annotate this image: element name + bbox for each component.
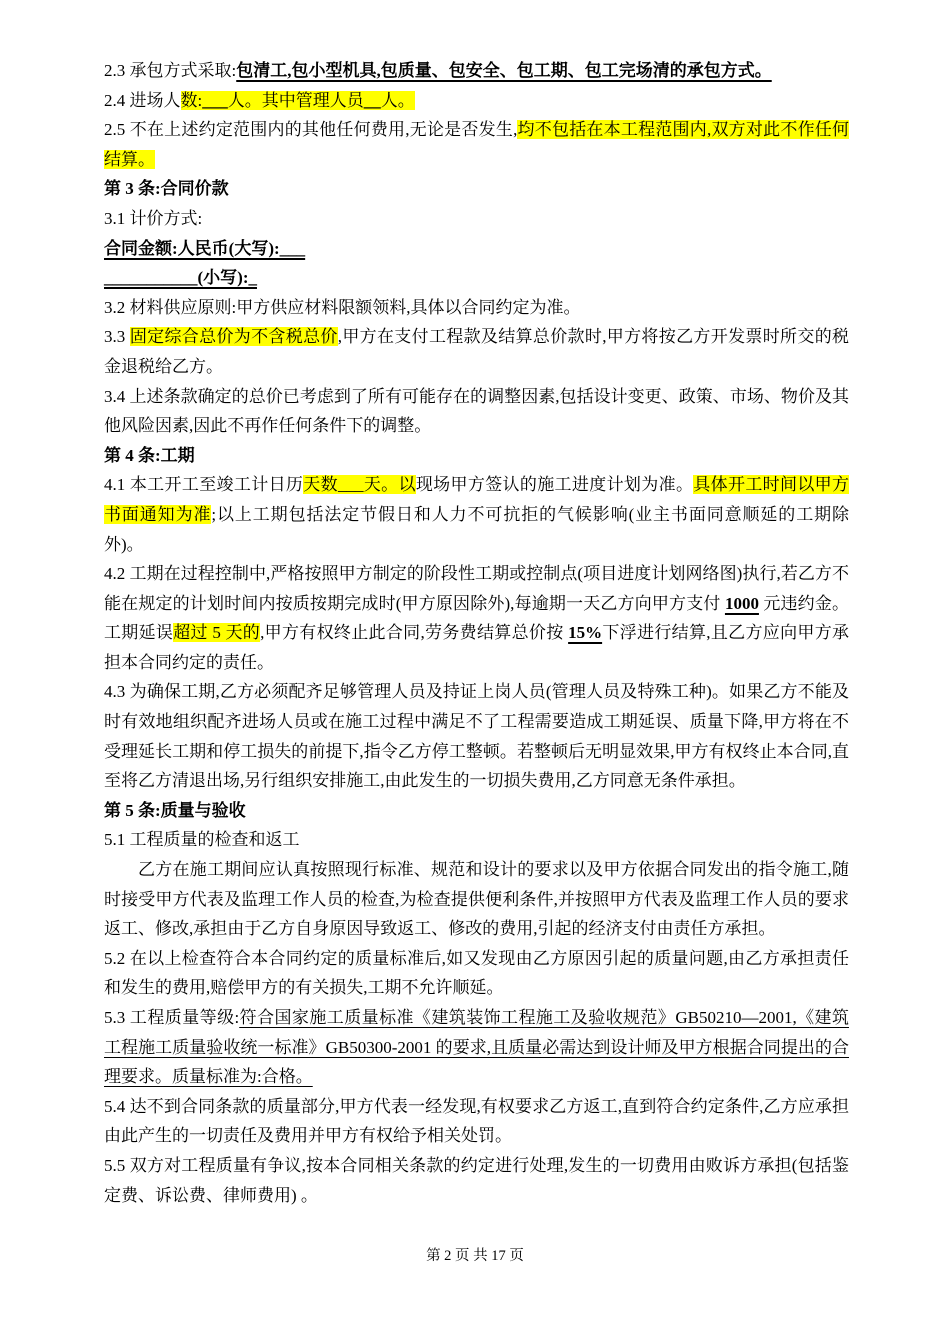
page-footer xyxy=(0,1244,950,1265)
text-segment-bold: 第 5 条:质量与验收 xyxy=(104,800,246,820)
clause-4-2 xyxy=(104,559,849,677)
clause-5-3 xyxy=(104,1003,849,1092)
text-segment-highlight: 具体开工时间以甲方书面通知为准 xyxy=(104,475,850,524)
text-segment-plain: 现场甲方签认的施工进度计划为准。 xyxy=(415,475,694,495)
text-segment-plain: ;以上工期包括法定节假日和人力不可抗拒的气候影响(业主书面同意顺延的工期除外)。 xyxy=(104,504,849,554)
text-segment-plain: 5.4 达不到合同条款的质量部分,甲方代表一经发现,有权要求乙方返工,直到符合约定条件,乙方应承担由此产生的一切责任及费用并甲方有权给予相关处罚。 xyxy=(104,1096,849,1146)
text-segment-highlight-bold: ___ xyxy=(202,90,228,110)
clause-3-2 xyxy=(104,293,849,323)
text-segment-highlight: 天数___天。以 xyxy=(303,475,416,495)
text-segment-highlight: 人。其中管理人员 xyxy=(227,90,364,110)
text-segment-plain: 下浮进行结算,且乙方应向甲方承担本合同约定的责任。 xyxy=(104,623,850,672)
text-segment-plain: 5.5 双方对工程质量有争议,按本合同相关条款的约定进行处理,发生的一切费用由败诉方承担(包括鉴定费、诉讼费、律师费用) 。 xyxy=(104,1155,849,1205)
text-segment-plain: 5.2 在以上检查符合本合同约定的质量标准后,如又发现由乙方原因引起的质量问题,由乙方承担责任和发生的费用,赔偿甲方的有关损失,工期不允许顺延。 xyxy=(104,948,849,998)
clause-4-3 xyxy=(104,677,849,795)
text-segment-plain: 3.3 xyxy=(104,327,130,347)
text-segment-highlight: 数: xyxy=(180,90,203,110)
text-segment-bold-underline: 1000 xyxy=(724,593,759,613)
text-segment-bold-underline: ___________(小写):_ xyxy=(104,268,257,288)
contract-amount-small xyxy=(104,263,849,293)
text-segment-plain: 元违约金。工期延误 xyxy=(104,593,849,643)
text-segment-highlight: 超过 5 天的 xyxy=(173,623,261,643)
text-segment-bold-underline: 合同金额:人民币(大写):___ xyxy=(104,238,306,258)
clause-3-3 xyxy=(104,322,849,381)
text-segment-plain: ,甲方有权终止此合同,劳务费结算总价按 xyxy=(260,623,569,643)
clause-2-4 xyxy=(104,86,849,116)
heading-article-5 xyxy=(104,796,849,826)
text-segment-underline: 符合国家施工质量标准《建筑装饰工程施工及验收规范》GB50210—2001,《建筑工程施工质量验收统一标准》GB50300-2001 的要求,且质量必需达到设计师及甲方根据合同提出的合理要求。质量标准为:合格。 xyxy=(104,1008,849,1087)
page-number: 第 2 页 共 17 页 xyxy=(426,1248,524,1264)
text-segment-plain: 5.3 工程质量等级: xyxy=(104,1008,240,1027)
text-segment-bold-underline: 包清工,包小型机具,包质量、包安全、包工期、包工完场清的承包方式。 xyxy=(236,61,772,80)
heading-article-4 xyxy=(104,441,849,471)
clause-5-4 xyxy=(104,1092,849,1151)
text-segment-plain: 3.4 上述条款确定的总价已考虑到了所有可能存在的调整因素,包括设计变更、政策、市场、物价及其他风险因素,因此不再作任何条件下的调整。 xyxy=(104,386,849,436)
clause-5-1-body xyxy=(104,855,849,944)
text-segment-highlight: 固定综合总价为不含税总价 xyxy=(129,327,338,347)
text-segment-plain: 2.5 不在上述约定范围内的其他任何费用,无论是否发生, xyxy=(104,120,518,140)
clause-2-3 xyxy=(104,56,849,86)
text-segment-plain: 5.1 工程质量的检查和返工 xyxy=(104,830,300,850)
contract-amount-capital xyxy=(104,234,849,264)
text-segment-plain: 2.4 进场人 xyxy=(104,90,181,110)
text-segment-highlight: 人。 xyxy=(380,90,415,110)
heading-article-3 xyxy=(104,174,849,204)
text-segment-bold: 第 4 条:工期 xyxy=(104,445,195,465)
text-segment-plain: 4.3 为确保工期,乙方必须配齐足够管理人员及持证上岗人员(管理人员及特殊工种)。如果乙方不能及时有效地组织配齐进场人员或在施工过程中满足不了工程需要造成工期延误、质量下降,甲方将在不受理延长工期和停工损失的前提下,指令乙方停工整顿。若整顿后无明显效果,甲方有权终止本合同,直至将乙方清退出场,另行组织安排施工,由此发生的一切损失费用,乙方同意无条件承担。 xyxy=(104,682,849,791)
clause-5-1 xyxy=(104,825,849,855)
document-body xyxy=(104,56,849,1210)
text-segment-highlight-bold: __ xyxy=(363,90,381,110)
clause-4-1 xyxy=(104,470,849,559)
text-segment-plain: 乙方在施工期间应认真按照现行标准、规范和设计的要求以及甲方依据合同发出的指令施工,随时接受甲方代表及监理工作人员的检查,为检查提供便利条件,并按照甲方代表及监理工作人员的要求返工、修改,承担由于乙方自身原因导致返工、修改的费用,引起的经济支付由责任方承担。 xyxy=(104,860,849,939)
text-segment-plain: 4.1 本工开工至竣工计日历 xyxy=(104,475,304,495)
text-segment-plain: 3.1 计价方式: xyxy=(104,208,203,228)
text-segment-plain: ,甲方在支付工程款及结算总价款时,甲方将按乙方开发票时所交的税金退税给乙方。 xyxy=(104,327,850,376)
text-segment-plain: 4.2 工期在过程控制中,严格按照甲方制定的阶段性工期或控制点(项目进度计划网络图)执行,若乙方不能在规定的计划时间内按质按期完成时(甲方原因除外),每逾期一天乙方向甲方支付 xyxy=(104,564,849,613)
clause-5-2 xyxy=(104,944,849,1003)
clause-5-5 xyxy=(104,1151,849,1210)
clause-3-1 xyxy=(104,204,849,234)
text-segment-bold: 第 3 条:合同价款 xyxy=(104,179,229,199)
clause-3-4 xyxy=(104,382,849,441)
clause-2-5 xyxy=(104,115,849,174)
text-segment-highlight: 均不包括在本工程范围内,双方对此不作任何结算。 xyxy=(104,120,850,169)
text-segment-plain: 3.2 材料供应原则:甲方供应材料限额领料,具体以合同约定为准。 xyxy=(104,297,581,317)
text-segment-bold-underline: 15% xyxy=(568,623,603,643)
text-segment-plain: 2.3 承包方式采取: xyxy=(104,61,237,80)
